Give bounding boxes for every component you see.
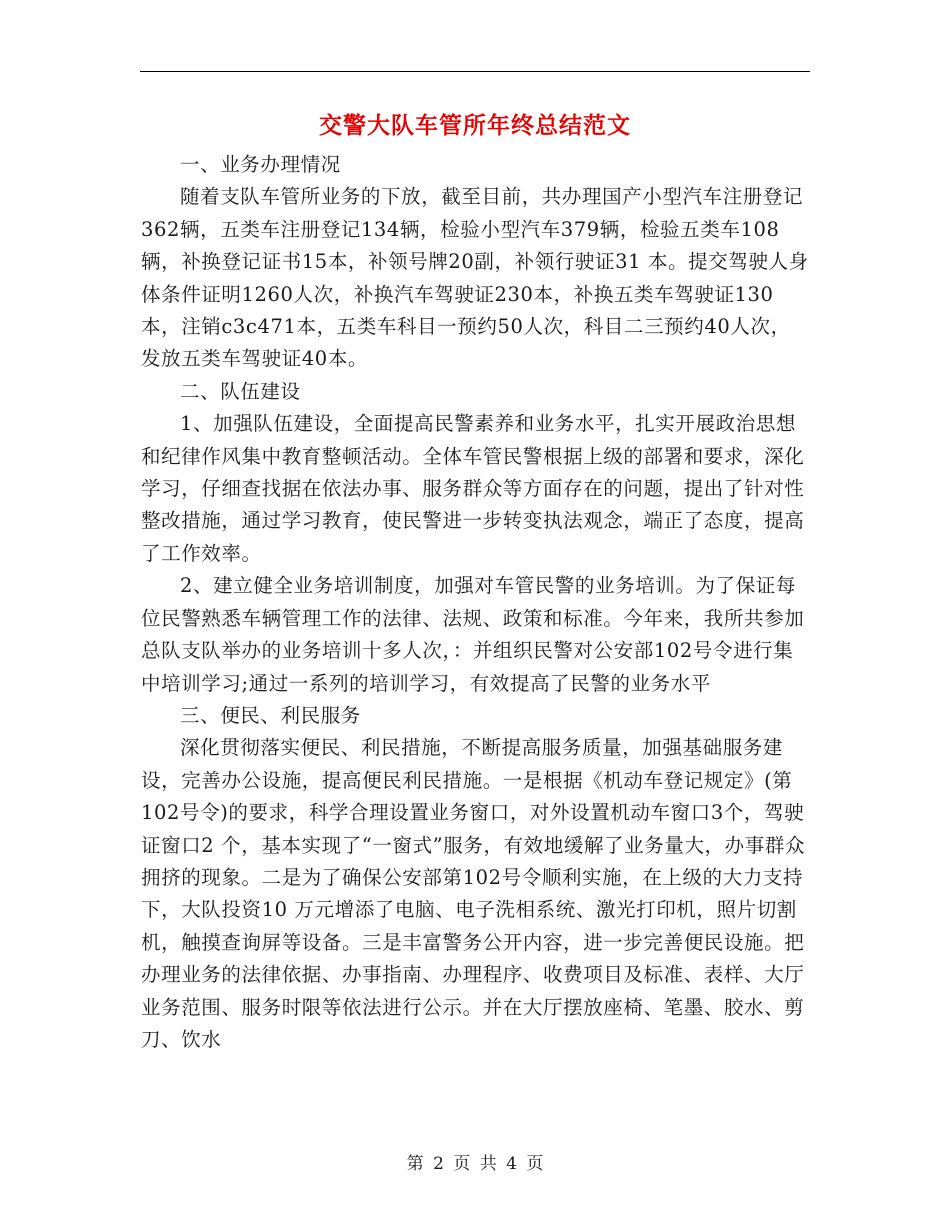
page-number: 第 2 页 共 4 页 xyxy=(406,1154,544,1174)
section-heading-service: 三、便民、利民服务 xyxy=(180,703,361,727)
section-heading-business: 一、业务办理情况 xyxy=(180,153,341,176)
header-rule xyxy=(140,71,810,72)
paragraph-training: 2、建立健全业务培训制度，加强对车管民警的业务培训。为了保证每位民警熟悉车辆管理工作的法律、法规、政策和标准。今年来，我所共参加总队支队举办的业务培训十多人次，：并组织民警对公安部102号令进行集中培训学习;通过一系列的培训学习，有效提高了民警的业务水平 xyxy=(141,574,805,695)
paragraph-team-building: 1、加强队伍建设，全面提高民警素养和业务水平，扎实开展政治思想和纪律作风集中教育整顿活动。全体车管民警根据上级的部署和要求，深化学习，仔细查找据在依法办事、服务群众等方面存在的问题，提出了针对性整改措施，通过学习教育，使民警进一步转变执法观念，端正了态度，提高了工作效率。 xyxy=(141,412,805,565)
page-title: 交警大队车管所年终总结范文 xyxy=(319,113,631,139)
section-heading-team: 二、队伍建设 xyxy=(180,379,301,403)
paragraph-service: 深化贯彻落实便民、利民措施，不断提高服务质量，加强基础服务建设，完善办公设施，提高便民利民措施。一是根据《机动车登记规定》(第102号令)的要求，科学合理设置业务窗口，对外设置机动车窗口3个，驾驶证窗口2 个，基本实现了“一窗式”服务，有效地缓解了业务量大，办事群众拥挤的现象。二是为了确保公安部第102号令顺利实施，在上级的大力支持下，大队投资10 万元增添了电脑、电子洗相系统、激光打印机，照片切割机，触摸查询屏等设备。三是丰富警务公开内容，进一步完善便民设施。把办理业务的法律依据、办事指南、办理程序、收费项目及标准、表样、大厅业务范围、服务时限等依法进行公示。并在大厅摆放座椅、笔墨、胶水、剪刀、饮水 xyxy=(141,736,806,1051)
document-body xyxy=(141,149,809,1056)
paragraph-business-stats: 随着支队车管所业务的下放，截至目前，共办理国产小型汽车注册登记362辆，五类车注册登记134辆，检验小型汽车379辆，检验五类车108辆，补换登记证书15本，补领号牌20副，补领行驶证31 本。提交驾驶人身体条件证明1260人次，补换汽车驾驶证230本，补换五类车驾驶证130本，注销c3c471本，五类车科目一预约50人次，科目二三预约40人次，发放五类车驾驶证40本。 xyxy=(141,185,809,371)
